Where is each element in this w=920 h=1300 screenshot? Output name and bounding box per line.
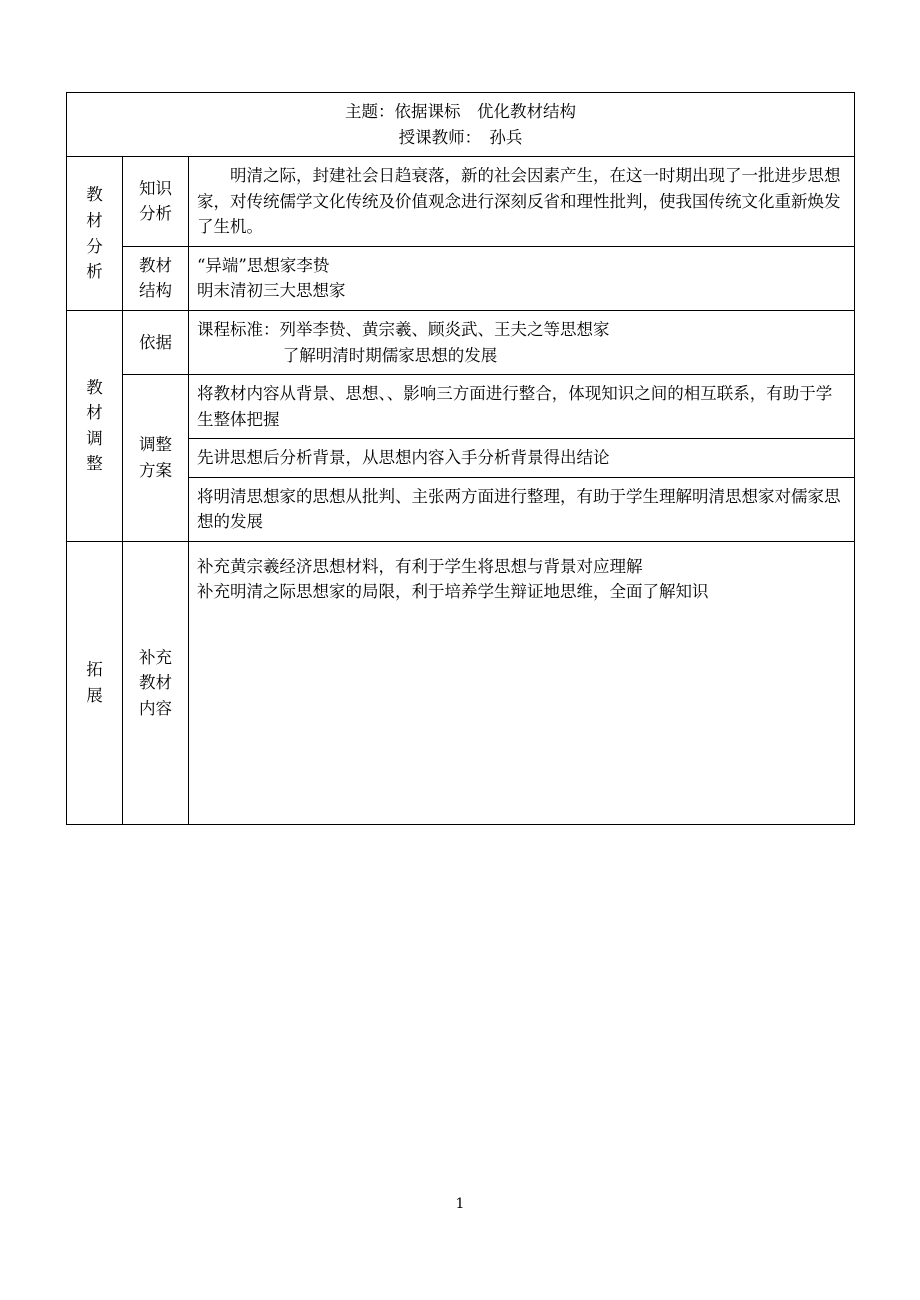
section-label-char-1: 教 bbox=[86, 185, 103, 205]
sub-label-textbook-structure bbox=[123, 246, 189, 310]
section-label-char-2: 材 bbox=[86, 403, 103, 423]
content-plan-item-3 bbox=[189, 477, 855, 541]
lesson-plan-table bbox=[66, 92, 855, 825]
table-row-basis bbox=[67, 310, 855, 374]
structure-line-1: “异端”思想家李贽 bbox=[197, 255, 330, 275]
content-knowledge-analysis bbox=[189, 157, 855, 247]
table-row-extension bbox=[67, 541, 855, 824]
section-label-char-3: 调 bbox=[86, 428, 103, 448]
sub-label-line-2: 方案 bbox=[139, 460, 172, 480]
page-number: 1 bbox=[455, 1196, 465, 1212]
sub-label-line-3: 内容 bbox=[139, 698, 172, 718]
title-line-1: 主题：依据课标 优化教材结构 bbox=[345, 102, 577, 121]
extension-line-2: 补充明清之际思想家的局限，利于培养学生辩证地思维，全面了解知识 bbox=[197, 582, 709, 602]
content-plan-item-2 bbox=[189, 439, 855, 478]
structure-line-2: 明末清初三大思想家 bbox=[197, 281, 346, 301]
sub-label-basis bbox=[123, 310, 189, 374]
plan-item-text: 将明清思想家的思想从批判、主张两方面进行整理，有助于学生理解明清思想家对儒家思想的发展 bbox=[197, 486, 841, 532]
knowledge-analysis-text: 明清之际，封建社会日趋衰落，新的社会因素产生，在这一时期出现了一批进步思想家，对传统儒学文化传统及价值观念进行深刻反省和理性批判，使我国传统文化重新焕发了生机。 bbox=[197, 166, 841, 237]
sub-label-line-1: 教材 bbox=[139, 255, 172, 275]
section-label-char-1: 拓 bbox=[86, 660, 103, 680]
title-line-2: 授课教师： 孙兵 bbox=[398, 127, 523, 147]
section-label-char-2: 展 bbox=[86, 685, 103, 705]
basis-line-1: 课程标准：列举李贽、黄宗羲、顾炎武、王夫之等思想家 bbox=[197, 319, 610, 339]
sub-label-line-2: 结构 bbox=[139, 281, 172, 301]
plan-item-text: 先讲思想后分析背景，从思想内容入手分析背景得出结论 bbox=[197, 448, 610, 468]
content-basis bbox=[189, 310, 855, 374]
content-textbook-structure bbox=[189, 246, 855, 310]
table-row-knowledge-analysis bbox=[67, 157, 855, 247]
sub-label-line-2: 分析 bbox=[139, 204, 172, 224]
section-label-textbook-adjustment bbox=[67, 310, 123, 541]
table-row-textbook-structure bbox=[67, 246, 855, 310]
table-row-plan-item-1 bbox=[67, 375, 855, 439]
content-plan-item-1 bbox=[189, 375, 855, 439]
sub-label-line-1: 依据 bbox=[139, 332, 172, 352]
sub-label-line-2: 教材 bbox=[139, 673, 172, 693]
section-label-char-4: 整 bbox=[86, 454, 103, 474]
section-label-char-1: 教 bbox=[86, 377, 103, 397]
table-row-title bbox=[67, 93, 855, 157]
section-label-char-2: 材 bbox=[86, 210, 103, 230]
section-label-char-3: 分 bbox=[86, 236, 103, 256]
section-label-textbook-analysis bbox=[67, 157, 123, 311]
sub-label-line-1: 知识 bbox=[139, 178, 172, 198]
plan-item-text: 将教材内容从背景、思想、、影响三方面进行整合，体现知识之间的相互联系，有助于学生整体把握 bbox=[197, 384, 833, 429]
sub-label-knowledge-analysis bbox=[123, 157, 189, 247]
basis-line-2: 了解明清时期儒家思想的发展 bbox=[282, 345, 498, 365]
sub-label-line-1: 调整 bbox=[139, 435, 172, 455]
sub-label-adjustment-plan bbox=[123, 375, 189, 542]
sub-label-supplementary-content bbox=[123, 541, 189, 824]
section-label-extension bbox=[67, 541, 123, 824]
sub-label-line-1: 补充 bbox=[139, 647, 172, 667]
section-label-char-4: 析 bbox=[86, 262, 103, 282]
content-extension bbox=[189, 541, 855, 824]
document-title-cell bbox=[67, 93, 855, 157]
extension-line-1: 补充黄宗羲经济思想材料，有利于学生将思想与背景对应理解 bbox=[197, 556, 643, 576]
